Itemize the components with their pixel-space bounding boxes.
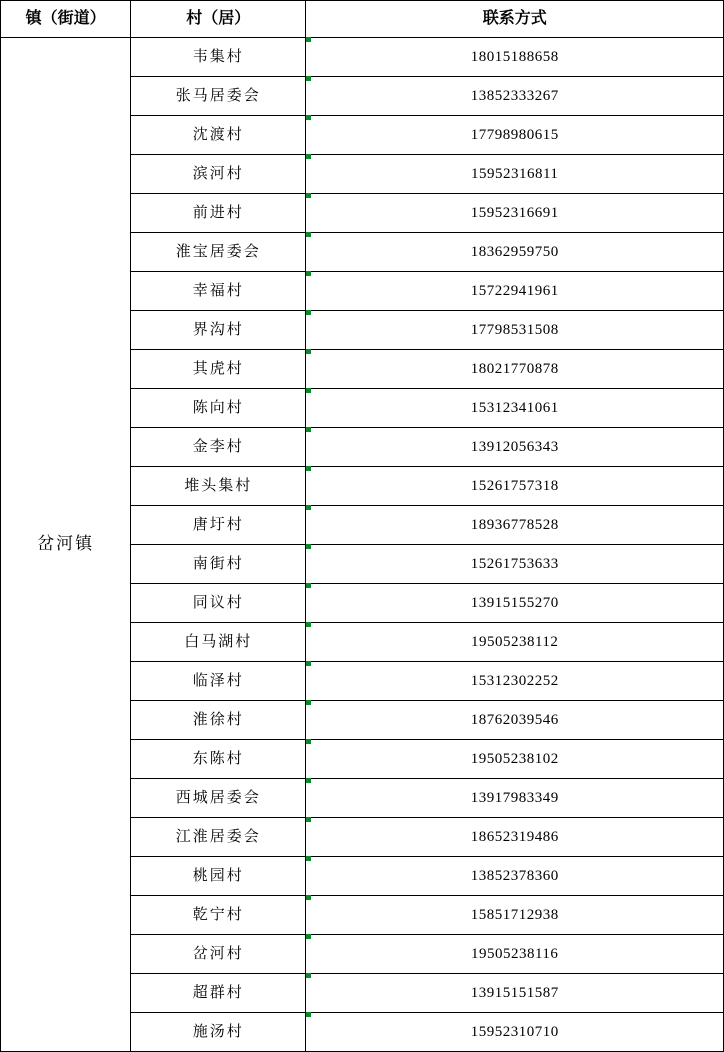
village-name-cell: 幸福村 <box>131 272 306 311</box>
contact-phone-cell: 13915155270 <box>306 584 724 623</box>
contact-phone-cell: 18762039546 <box>306 701 724 740</box>
contact-phone-cell: 18652319486 <box>306 818 724 857</box>
contact-phone-cell: 15851712938 <box>306 896 724 935</box>
village-name-cell: 南街村 <box>131 545 306 584</box>
village-name-cell: 界沟村 <box>131 311 306 350</box>
village-name-cell: 堆头集村 <box>131 467 306 506</box>
contact-phone-cell: 15952310710 <box>306 1013 724 1052</box>
table-header <box>1 1 724 38</box>
contact-phone-cell: 19505238116 <box>306 935 724 974</box>
village-name-cell: 施汤村 <box>131 1013 306 1052</box>
village-name-cell: 淮徐村 <box>131 701 306 740</box>
contact-phone-cell: 13917983349 <box>306 779 724 818</box>
village-name-cell: 临泽村 <box>131 662 306 701</box>
village-name-cell: 江淮居委会 <box>131 818 306 857</box>
village-name-cell: 韦集村 <box>131 38 306 77</box>
village-name-cell: 白马湖村 <box>131 623 306 662</box>
contact-phone-cell: 18362959750 <box>306 233 724 272</box>
village-name-cell: 陈向村 <box>131 389 306 428</box>
village-name-cell: 同议村 <box>131 584 306 623</box>
village-name-cell: 金李村 <box>131 428 306 467</box>
town-name-cell: 岔河镇 <box>1 38 131 1052</box>
contact-phone-cell: 18015188658 <box>306 38 724 77</box>
contact-phone-cell: 18021770878 <box>306 350 724 389</box>
contact-phone-cell: 15722941961 <box>306 272 724 311</box>
contact-phone-cell: 13912056343 <box>306 428 724 467</box>
village-name-cell: 唐圩村 <box>131 506 306 545</box>
village-name-cell: 乾宁村 <box>131 896 306 935</box>
village-name-cell: 西城居委会 <box>131 779 306 818</box>
contact-phone-cell: 13852378360 <box>306 857 724 896</box>
column-header-village: 村（居） <box>131 1 306 38</box>
contact-phone-cell: 18936778528 <box>306 506 724 545</box>
table-header-row <box>1 1 724 38</box>
village-name-cell: 其虎村 <box>131 350 306 389</box>
village-name-cell: 沈渡村 <box>131 116 306 155</box>
column-header-contact: 联系方式 <box>306 1 724 38</box>
contact-phone-cell: 17798980615 <box>306 116 724 155</box>
village-name-cell: 岔河村 <box>131 935 306 974</box>
contact-phone-cell: 19505238112 <box>306 623 724 662</box>
village-name-cell: 淮宝居委会 <box>131 233 306 272</box>
table-row <box>1 38 724 77</box>
contact-phone-cell: 19505238102 <box>306 740 724 779</box>
contact-phone-cell: 13852333267 <box>306 77 724 116</box>
contact-phone-cell: 13915151587 <box>306 974 724 1013</box>
contact-phone-cell: 15952316691 <box>306 194 724 233</box>
contact-phone-cell: 15312302252 <box>306 662 724 701</box>
contact-phone-cell: 15261757318 <box>306 467 724 506</box>
village-name-cell: 滨河村 <box>131 155 306 194</box>
contact-phone-cell: 15261753633 <box>306 545 724 584</box>
contact-phone-cell: 15952316811 <box>306 155 724 194</box>
village-name-cell: 张马居委会 <box>131 77 306 116</box>
village-name-cell: 超群村 <box>131 974 306 1013</box>
column-header-town: 镇（街道） <box>1 1 131 38</box>
village-name-cell: 前进村 <box>131 194 306 233</box>
contact-phone-cell: 17798531508 <box>306 311 724 350</box>
contact-phone-cell: 15312341061 <box>306 389 724 428</box>
village-name-cell: 东陈村 <box>131 740 306 779</box>
village-name-cell: 桃园村 <box>131 857 306 896</box>
table-body <box>1 38 724 1052</box>
